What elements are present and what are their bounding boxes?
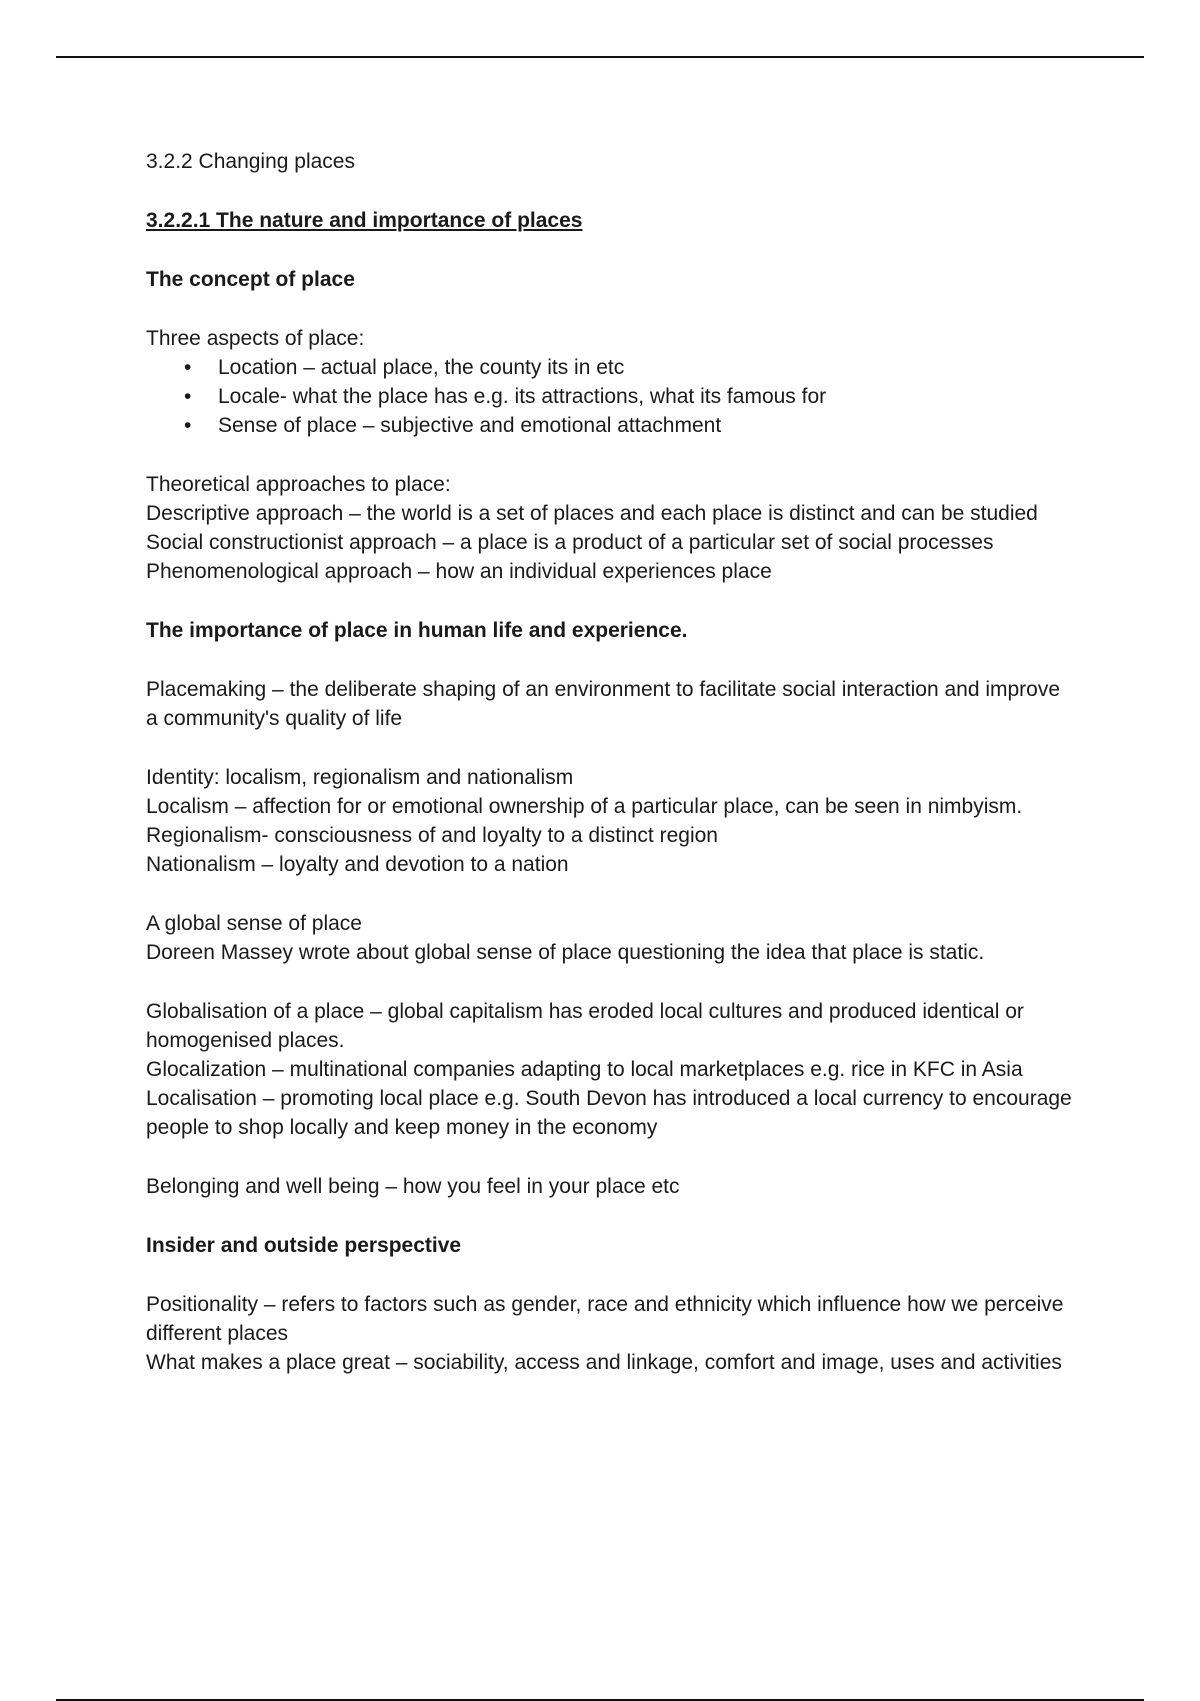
localisation-text: Localisation – promoting local place e.g. South Devon has introduced a local currency to encourage people to shop locally and keep money in the economy [146,1087,1072,1139]
header-rule [56,56,1144,58]
placemaking-text: Placemaking – the deliberate shaping of an environment to facilitate social interaction and improve a community's quality of life [146,678,1061,730]
glocalization-text: Glocalization – multinational companies adapting to local marketplaces e.g. rice in KFC in Asia [146,1058,1023,1081]
positionality-text: Positionality – refers to factors such as gender, race and ethnicity which influence how we perceive different places [146,1293,1064,1345]
great-place-text: What makes a place great – sociability, access and linkage, comfort and image, uses and activities [146,1351,1062,1374]
localism-text: Localism – affection for or emotional ownership of a particular place, can be seen in nimbyism. [146,795,1023,818]
section-title: 3.2.2 Changing places [146,150,355,173]
importance-heading: The importance of place in human life and experience. [146,619,688,642]
approaches-intro: Theoretical approaches to place: [146,473,451,496]
list-item: • Locale- what the place has e.g. its attractions, what its famous for [146,382,1076,411]
concept-heading: The concept of place [146,268,355,291]
document-body [146,147,1076,1377]
insider-heading: Insider and outside perspective [146,1234,462,1257]
nationalism-text: Nationalism – loyalty and devotion to a nation [146,853,569,876]
identity-intro: Identity: localism, regionalism and nationalism [146,766,574,789]
aspects-intro: Three aspects of place: [146,327,365,350]
list-item: • Sense of place – subjective and emotional attachment [146,411,1076,440]
approach-social: Social constructionist approach – a place is a product of a particular set of social processes [146,531,994,554]
approach-phenomenological: Phenomenological approach – how an individual experiences place [146,560,772,583]
aspects-list [146,353,1076,440]
massey-text: Doreen Massey wrote about global sense of place questioning the idea that place is static. [146,941,985,964]
belonging-text: Belonging and well being – how you feel in your place etc [146,1175,680,1198]
subsection-title: 3.2.2.1 The nature and importance of places [146,209,583,232]
approach-descriptive: Descriptive approach – the world is a set of places and each place is distinct and can be studied [146,502,1038,525]
globalisation-text: Globalisation of a place – global capitalism has eroded local cultures and produced identical or homogenised places. [146,1000,1024,1052]
list-item: • Location – actual place, the county its in etc [146,353,1076,382]
global-sense-intro: A global sense of place [146,912,362,935]
regionalism-text: Regionalism- consciousness of and loyalty to a distinct region [146,824,718,847]
